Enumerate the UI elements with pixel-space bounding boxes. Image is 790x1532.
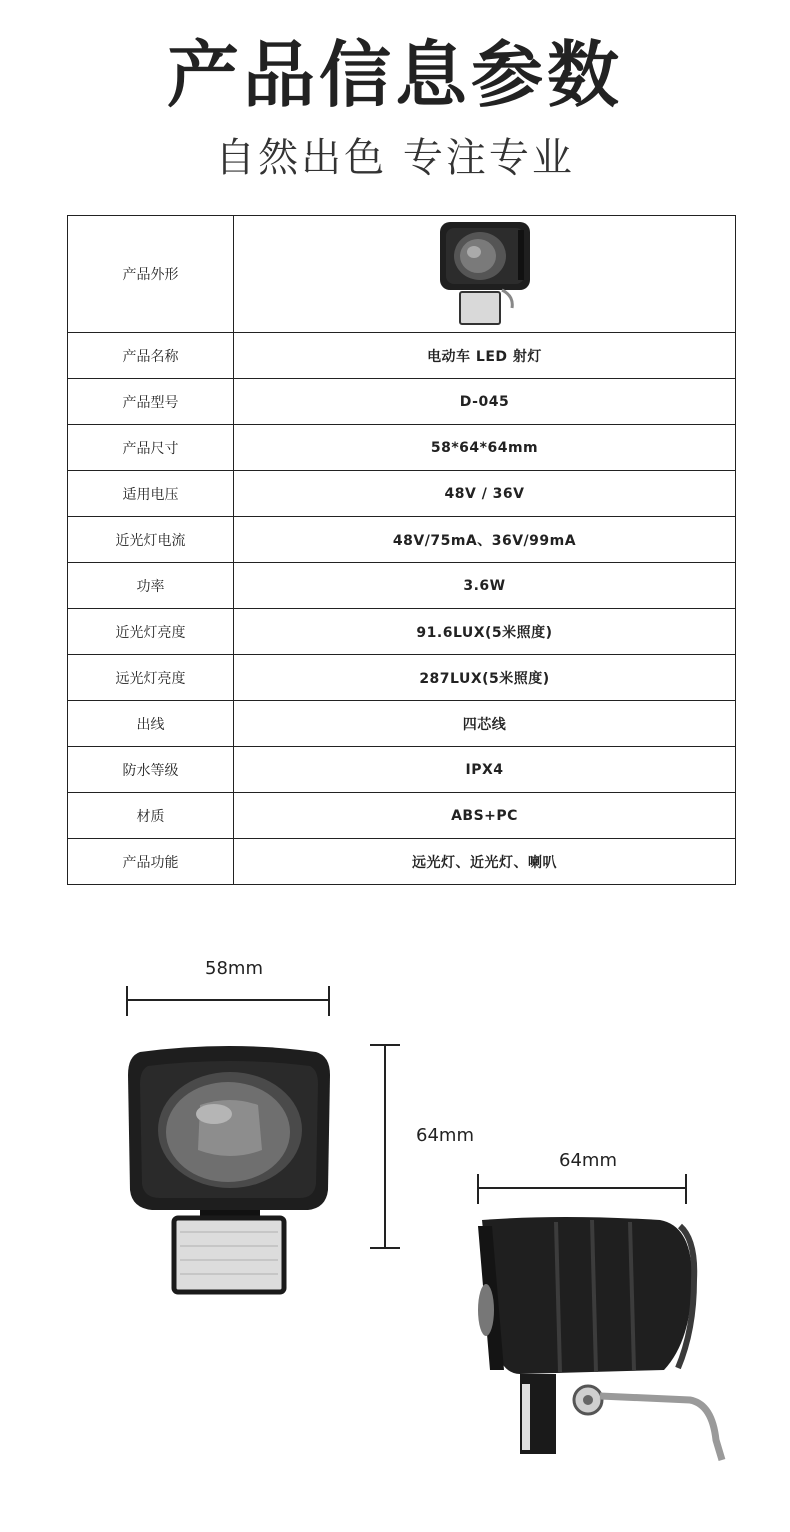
height-dimension-line	[370, 1045, 400, 1248]
page-title: 产品信息参数	[166, 33, 623, 117]
height-dimension-label: 64mm	[416, 1125, 474, 1146]
table-row	[68, 563, 736, 609]
table-row	[68, 517, 736, 563]
spec-label: 近光灯电流	[68, 517, 234, 563]
spec-label: 近光灯亮度	[68, 609, 234, 655]
spec-value: 3.6W	[234, 563, 736, 609]
table-row	[68, 747, 736, 793]
spec-value: 远光灯、近光灯、喇叭	[234, 839, 736, 885]
depth-dimension-label: 64mm	[559, 1150, 617, 1171]
spec-label: 产品尺寸	[68, 425, 234, 471]
spec-label: 产品功能	[68, 839, 234, 885]
depth-dimension-line	[478, 1174, 686, 1204]
spec-table	[67, 215, 736, 885]
spec-value: 电动车 LED 射灯	[234, 333, 736, 379]
spec-value: ABS+PC	[234, 793, 736, 839]
product-thumbnail	[430, 216, 540, 328]
table-row	[68, 425, 736, 471]
table-row	[68, 379, 736, 425]
spec-value: 48V/75mA、36V/99mA	[234, 517, 736, 563]
spec-label: 适用电压	[68, 471, 234, 517]
spec-label: 产品名称	[68, 333, 234, 379]
spec-value: IPX4	[234, 747, 736, 793]
table-row	[68, 701, 736, 747]
spec-label: 远光灯亮度	[68, 655, 234, 701]
spec-value: 287LUX(5米照度)	[234, 655, 736, 701]
spec-value: 48V / 36V	[234, 471, 736, 517]
page-subtitle: 自然出色 专注专业	[215, 135, 575, 181]
spec-value: D-045	[234, 379, 736, 425]
spec-value: 四芯线	[234, 701, 736, 747]
spec-label: 材质	[68, 793, 234, 839]
table-row	[68, 471, 736, 517]
spec-value: 91.6LUX(5米照度)	[234, 609, 736, 655]
table-row	[68, 333, 736, 379]
lamp-side-view	[478, 1217, 722, 1460]
table-row	[68, 655, 736, 701]
dimension-diagram	[0, 900, 790, 1532]
table-row	[68, 609, 736, 655]
table-row	[68, 216, 736, 333]
width-dimension-label: 58mm	[205, 958, 263, 979]
spec-label: 产品型号	[68, 379, 234, 425]
spec-label: 出线	[68, 701, 234, 747]
spec-value: 58*64*64mm	[234, 425, 736, 471]
table-row	[68, 839, 736, 885]
width-dimension-line	[127, 986, 329, 1016]
dimension-drawing	[0, 900, 790, 1532]
table-row	[68, 793, 736, 839]
spec-label: 功率	[68, 563, 234, 609]
product-thumbnail-cell	[234, 216, 736, 333]
lamp-front-view	[128, 1046, 330, 1292]
spec-label: 产品外形	[68, 216, 234, 333]
spec-label: 防水等级	[68, 747, 234, 793]
